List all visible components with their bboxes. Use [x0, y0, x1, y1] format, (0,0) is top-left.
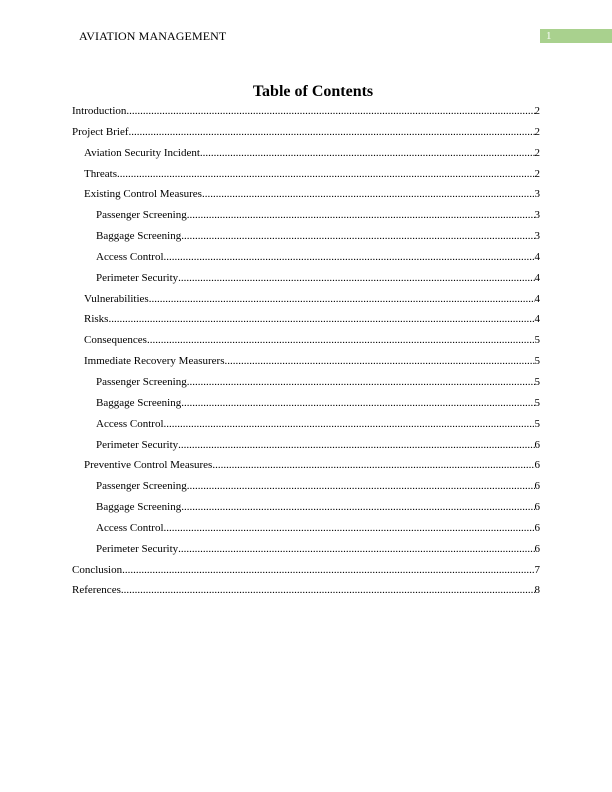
- toc-dot-leader: [164, 250, 535, 264]
- toc-entry[interactable]: [72, 292, 540, 313]
- toc-entry-page-number[interactable]: 4: [534, 313, 540, 326]
- toc-dot-leader: [129, 125, 535, 139]
- toc-dot-leader: [178, 438, 534, 452]
- toc-entry-text[interactable]: Existing Control Measures: [84, 188, 202, 201]
- toc-entry-page-number[interactable]: 6: [534, 438, 540, 451]
- toc-entry-text[interactable]: Threats: [84, 167, 117, 180]
- toc-entry[interactable]: [72, 438, 540, 459]
- toc-entry-text[interactable]: Access Control: [96, 417, 164, 430]
- toc-entry[interactable]: [72, 479, 540, 500]
- toc-dot-leader: [187, 375, 535, 389]
- toc-dot-leader: [187, 479, 535, 493]
- toc-entry-page-number[interactable]: 5: [534, 355, 540, 368]
- toc-entry[interactable]: [72, 500, 540, 521]
- toc-dot-leader: [164, 417, 535, 431]
- toc-entry[interactable]: [72, 250, 540, 271]
- toc-entry[interactable]: [72, 375, 540, 396]
- toc-entry-page-number[interactable]: 7: [534, 563, 540, 576]
- toc-entry[interactable]: [72, 396, 540, 417]
- toc-entry[interactable]: [72, 354, 540, 375]
- toc-entry[interactable]: [72, 167, 540, 188]
- toc-entry-page-number[interactable]: 5: [534, 375, 540, 388]
- toc-dot-leader: [181, 396, 534, 410]
- toc-entry[interactable]: [72, 521, 540, 542]
- running-header-title: AVIATION MANAGEMENT: [79, 29, 227, 43]
- toc-dot-leader: [164, 521, 535, 535]
- toc-dot-leader: [178, 271, 534, 285]
- toc-entry-text[interactable]: Baggage Screening: [96, 501, 182, 514]
- toc-entry-page-number[interactable]: 2: [534, 105, 540, 117]
- toc-entry-text[interactable]: Baggage Screening: [96, 230, 182, 243]
- toc-entry-text[interactable]: References: [72, 584, 121, 597]
- toc-entry-text[interactable]: Access Control: [96, 250, 164, 263]
- toc-entry-text[interactable]: Consequences: [84, 334, 147, 347]
- toc-entry[interactable]: [72, 333, 540, 354]
- toc-entry-page-number[interactable]: 5: [534, 396, 540, 409]
- toc-entry-text[interactable]: Passenger Screening: [96, 480, 187, 493]
- toc-dot-leader: [212, 458, 534, 472]
- toc-entry-text[interactable]: Vulnerabilities: [84, 292, 149, 305]
- toc-entry-text[interactable]: Baggage Screening: [96, 396, 182, 409]
- toc-entry[interactable]: [72, 417, 540, 438]
- table-of-contents: [72, 104, 540, 604]
- toc-entry-page-number[interactable]: 6: [534, 480, 540, 493]
- toc-entry-text[interactable]: Perimeter Security: [96, 438, 179, 451]
- toc-entry-text[interactable]: Passenger Screening: [96, 375, 187, 388]
- toc-entry-page-number[interactable]: 6: [534, 501, 540, 514]
- toc-entry-page-number[interactable]: 2: [534, 125, 540, 138]
- toc-entry[interactable]: [72, 208, 540, 229]
- toc-entry[interactable]: [72, 563, 540, 584]
- page-number: 1: [546, 30, 552, 42]
- toc-entry-page-number[interactable]: 6: [534, 521, 540, 534]
- toc-entry-text[interactable]: Aviation Security Incident: [84, 146, 200, 159]
- toc-entry-page-number[interactable]: 4: [534, 271, 540, 284]
- toc-dot-leader: [117, 167, 535, 181]
- toc-dot-leader: [126, 104, 534, 118]
- toc-entry-page-number[interactable]: 5: [534, 417, 540, 430]
- toc-dot-leader: [181, 229, 534, 243]
- toc-entry-text[interactable]: Conclusion: [72, 563, 123, 576]
- toc-entry[interactable]: [72, 583, 540, 604]
- toc-entry[interactable]: [72, 125, 540, 146]
- toc-entry-page-number[interactable]: 5: [534, 334, 540, 347]
- toc-entry-text[interactable]: Preventive Control Measures: [84, 459, 213, 472]
- toc-entry-text[interactable]: Access Control: [96, 521, 164, 534]
- toc-entry-text[interactable]: Perimeter Security: [96, 542, 179, 555]
- toc-entry-text[interactable]: Project Brief: [72, 125, 129, 138]
- toc-entry-page-number[interactable]: 4: [534, 250, 540, 263]
- toc-entry-page-number[interactable]: 3: [534, 230, 540, 243]
- toc-dot-leader: [225, 354, 535, 368]
- toc-entry-page-number[interactable]: 3: [534, 188, 540, 201]
- toc-entry-page-number[interactable]: 3: [534, 209, 540, 222]
- toc-entry-page-number[interactable]: 4: [534, 292, 540, 305]
- toc-entry[interactable]: [72, 104, 540, 125]
- toc-entry[interactable]: [72, 187, 540, 208]
- page-number-badge: [540, 29, 612, 43]
- toc-entry-page-number[interactable]: 6: [534, 542, 540, 555]
- toc-dot-leader: [178, 542, 534, 556]
- toc-entry-page-number[interactable]: 2: [534, 146, 540, 159]
- toc-entry-text[interactable]: Passenger Screening: [96, 209, 187, 222]
- toc-entry-text[interactable]: Perimeter Security: [96, 271, 179, 284]
- toc-dot-leader: [181, 500, 534, 514]
- toc-entry[interactable]: [72, 146, 540, 167]
- toc-entry-text[interactable]: Risks: [84, 313, 109, 326]
- toc-dot-leader: [108, 312, 534, 326]
- toc-dot-leader: [122, 563, 534, 577]
- toc-entry[interactable]: [72, 271, 540, 292]
- toc-dot-leader: [187, 208, 535, 222]
- toc-entry-page-number[interactable]: 6: [534, 459, 540, 472]
- toc-entry[interactable]: [72, 542, 540, 563]
- toc-dot-leader: [200, 146, 535, 160]
- toc-entry[interactable]: [72, 458, 540, 479]
- toc-entry-page-number[interactable]: 2: [534, 167, 540, 180]
- toc-entry[interactable]: [72, 229, 540, 250]
- toc-dot-leader: [147, 333, 535, 347]
- toc-entry-text[interactable]: Immediate Recovery Measurers: [84, 355, 225, 368]
- toc-entry-text[interactable]: Introduction: [72, 105, 127, 117]
- toc-dot-leader: [202, 187, 535, 201]
- toc-entry[interactable]: [72, 312, 540, 333]
- toc-dot-leader: [149, 292, 535, 306]
- toc-heading: Table of Contents: [252, 83, 374, 100]
- toc-dot-leader: [121, 583, 535, 597]
- toc-entry-page-number[interactable]: 8: [534, 584, 540, 597]
